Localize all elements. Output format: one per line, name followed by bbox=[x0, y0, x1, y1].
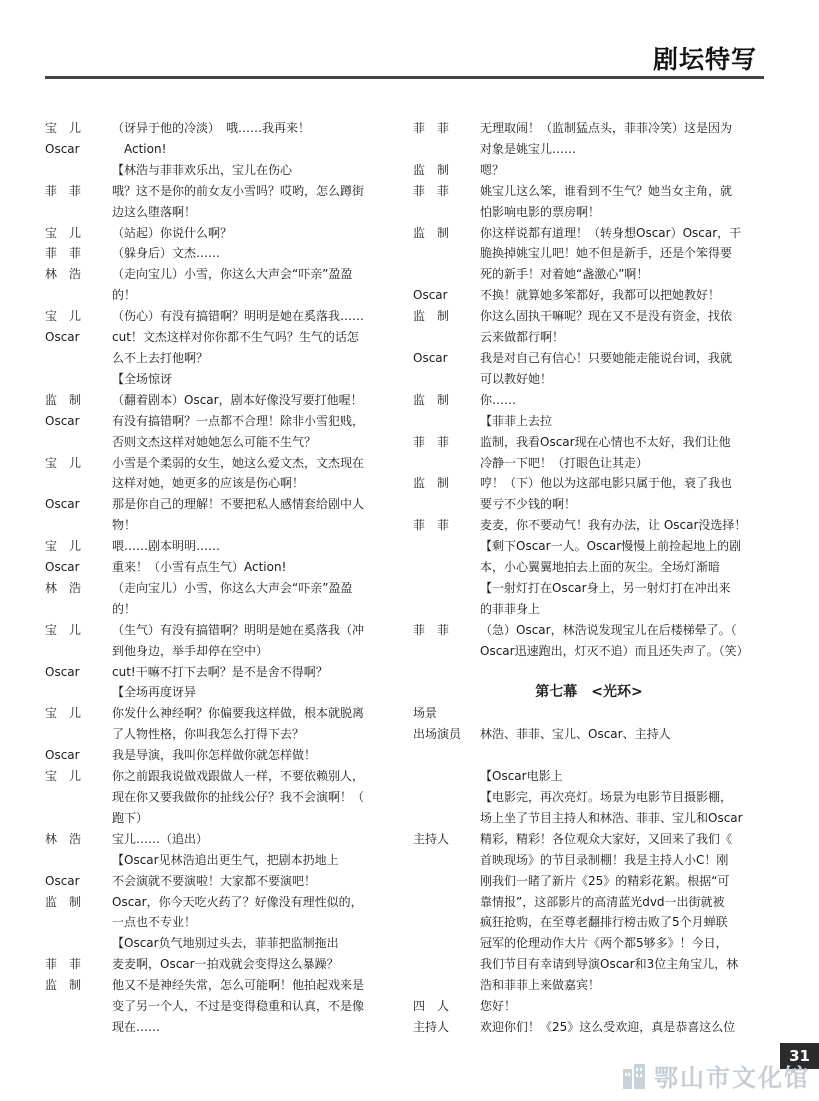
script-line bbox=[45, 766, 395, 787]
speaker-name: 林 浩 bbox=[45, 267, 82, 282]
dialogue-text: 冷静一下吧！（打眼色让其走） bbox=[480, 455, 649, 470]
dialogue-text: 【一射灯打在Oscar身上，另一射灯打在冲出来 bbox=[480, 580, 731, 595]
script-line bbox=[45, 181, 395, 202]
script-line bbox=[45, 202, 395, 223]
dialogue-text: 麦麦啊，Oscar一拍戏就会变得这么暴躁？ bbox=[112, 957, 339, 972]
speaker-name: 菲 菲 bbox=[413, 518, 450, 533]
dialogue-text: 的菲菲身上 bbox=[480, 601, 541, 616]
script-line bbox=[45, 933, 395, 954]
speaker-name: 宝 儿 bbox=[45, 455, 82, 470]
dialogue-text: 否则文杰这样对她她怎么可能不生气？ bbox=[112, 434, 317, 449]
script-line bbox=[45, 473, 395, 494]
speaker-name: Oscar bbox=[45, 560, 80, 575]
building-icon bbox=[620, 1061, 648, 1091]
dialogue-text: 首映现场》的节目录制棚！我是主持人小C！刚 bbox=[480, 852, 729, 867]
dialogue-text: 跑下） bbox=[112, 810, 149, 825]
script-line bbox=[45, 264, 395, 285]
dialogue-text: 您好！ bbox=[480, 999, 517, 1014]
speaker-name: 监 制 bbox=[413, 476, 450, 491]
script-line bbox=[45, 139, 395, 160]
script-line bbox=[413, 641, 765, 662]
script-line bbox=[413, 139, 765, 160]
script-line bbox=[45, 118, 395, 139]
dialogue-text: （伤心）有没有搞错啊？明明是她在奚落我…… bbox=[112, 309, 365, 324]
script-line bbox=[45, 703, 395, 724]
dialogue-text: 物！ bbox=[112, 518, 137, 533]
dialogue-text: （急）Oscar，林浩说发现宝儿在后楼梯晕了。（ bbox=[480, 622, 737, 637]
script-line bbox=[413, 348, 765, 369]
dialogue-text: 现在你又要我做你的扯线公仔？我不会演啊！（ bbox=[112, 790, 365, 804]
dialogue-text: 我们节目有幸请到导演Oscar和3位主角宝儿，林 bbox=[480, 957, 739, 972]
dialogue-text: Oscar迅速跑出，灯灭不追）而且还失声了。（笑） bbox=[480, 643, 749, 658]
dialogue-text: 麦麦，你不要动气！我有办法，让 Oscar没选择！ bbox=[480, 518, 747, 533]
script-line bbox=[45, 536, 395, 557]
script-line bbox=[413, 390, 765, 411]
script-line bbox=[413, 933, 765, 954]
dialogue-text: 靠情报”，这部影片的高清蓝光dvd一出街就被 bbox=[480, 894, 725, 909]
speaker-name: 菲 菲 bbox=[45, 183, 82, 198]
dialogue-text: 欢迎你们！《25》这么受欢迎，真是恭喜这么位 bbox=[480, 1019, 736, 1034]
speaker-name: Oscar bbox=[45, 664, 80, 679]
script-line bbox=[413, 996, 765, 1017]
script-line bbox=[413, 599, 765, 620]
dialogue-text: 的！ bbox=[112, 601, 137, 616]
script-line bbox=[413, 578, 765, 599]
dialogue-text: 【Oscar负气地别过头去，菲菲把监制拖出 bbox=[112, 936, 339, 951]
header-divider bbox=[45, 76, 764, 79]
script-line bbox=[413, 724, 765, 745]
dialogue-text: 变了另一个人，不过是变得稳重和认真，不是像 bbox=[112, 999, 365, 1014]
dialogue-text: 不会演就不要演啦！大家都不要演吧！ bbox=[112, 873, 317, 888]
dialogue-text: 哦？这不是你的前女友小雪吗？哎哟，怎么蹲街 bbox=[112, 183, 365, 198]
script-line bbox=[45, 975, 395, 996]
speaker-name: 主持人 bbox=[413, 1019, 450, 1034]
script-line bbox=[45, 243, 395, 264]
dialogue-text: （生气）有没有搞错啊？明明是她在奚落我（冲 bbox=[112, 622, 365, 637]
script-line bbox=[45, 494, 395, 515]
speaker-name: Oscar bbox=[45, 141, 80, 156]
script-line bbox=[413, 703, 765, 724]
script-line bbox=[45, 829, 395, 850]
script-line bbox=[413, 912, 765, 933]
dialogue-text: 林浩、菲菲、宝儿、Oscar、主持人 bbox=[480, 727, 671, 742]
script-line bbox=[413, 327, 765, 348]
speaker-name: 监 制 bbox=[45, 392, 82, 407]
dialogue-text: （翻着剧本）Oscar，剧本好像没写要打他喔！ bbox=[112, 392, 363, 407]
speaker-name: 监 制 bbox=[45, 894, 82, 909]
script-line bbox=[413, 473, 765, 494]
script-line bbox=[45, 515, 395, 536]
dialogue-text: cut！文杰这样对你你都不生气吗？生气的话怎 bbox=[112, 330, 359, 345]
dialogue-text: （走向宝儿）小雪，你这么大声会“吓亲”盈盈 bbox=[112, 580, 353, 595]
script-line bbox=[45, 745, 395, 766]
speaker-name: 场景 bbox=[413, 706, 438, 721]
dialogue-text: 要亏不少钱的啊！ bbox=[480, 497, 577, 512]
dialogue-text: 刚我们一睹了新片《25》的精彩花絮。根据“可 bbox=[480, 873, 730, 888]
speaker-name: Oscar bbox=[413, 350, 448, 365]
speaker-name: 四 人 bbox=[413, 999, 450, 1014]
script-line bbox=[413, 202, 765, 223]
script-line bbox=[45, 369, 395, 390]
dialogue-text: 宝儿……（追出） bbox=[112, 831, 209, 846]
script-line bbox=[45, 348, 395, 369]
dialogue-text: 【林浩与菲菲欢乐出，宝儿在伤心 bbox=[112, 162, 293, 177]
dialogue-text: 你之前跟我说做戏跟做人一样，不要依赖别人， bbox=[112, 769, 365, 784]
dialogue-text: （躲身后）文杰…… bbox=[112, 246, 221, 261]
speaker-name: 菲 菲 bbox=[413, 121, 450, 135]
speaker-name: 菲 菲 bbox=[413, 183, 450, 198]
script-line bbox=[413, 745, 765, 766]
speaker-name: 主持人 bbox=[413, 831, 450, 846]
script-line bbox=[45, 808, 395, 829]
script-line bbox=[413, 871, 765, 892]
dialogue-text: 重来！（小雪有点生气）Action! bbox=[112, 560, 287, 575]
script-line bbox=[413, 787, 765, 808]
dialogue-text: 么不上去打他啊？ bbox=[112, 350, 209, 365]
script-line bbox=[45, 411, 395, 432]
speaker-name: 监 制 bbox=[413, 162, 450, 177]
speaker-name: 监 制 bbox=[413, 225, 450, 240]
script-line bbox=[413, 515, 765, 536]
dialogue-text: 哼！（下）他以为这部电影只属于他，衰了我也 bbox=[480, 476, 733, 491]
dialogue-text: 【剩下Oscar一人。Oscar慢慢上前捡起地上的剧 bbox=[480, 539, 742, 554]
script-line bbox=[45, 850, 395, 871]
script-line bbox=[413, 411, 765, 432]
script-line bbox=[45, 327, 395, 348]
page-number: 31 bbox=[780, 1043, 819, 1069]
script-line bbox=[413, 118, 765, 139]
dialogue-text: 浩和菲菲上来做嘉宾！ bbox=[480, 978, 601, 993]
speaker-name: 宝 儿 bbox=[45, 706, 82, 721]
speaker-name: 监 制 bbox=[45, 978, 82, 993]
script-line bbox=[413, 223, 765, 244]
speaker-name: 林 浩 bbox=[45, 580, 82, 595]
dialogue-text: 不换！就算她多笨都好，我都可以把她教好！ bbox=[480, 288, 721, 303]
speaker-name: Oscar bbox=[45, 748, 80, 763]
script-line bbox=[45, 390, 395, 411]
speaker-name: 菲 菲 bbox=[413, 434, 450, 449]
speaker-name: 菲 菲 bbox=[45, 957, 82, 972]
script-line bbox=[413, 975, 765, 996]
dialogue-text: 你这样说都有道理！（转身想Oscar）Oscar，干 bbox=[480, 225, 742, 240]
speaker-name: 监 制 bbox=[413, 392, 450, 407]
script-line bbox=[413, 892, 765, 913]
dialogue-text: 云来做都行啊！ bbox=[480, 330, 565, 345]
dialogue-text: cut!干嘛不打下去啊？是不是舍不得啊？ bbox=[112, 664, 328, 679]
script-line bbox=[45, 599, 395, 620]
script-line bbox=[45, 453, 395, 474]
dialogue-text: （讶异于他的冷淡） 哦……我再来！ bbox=[112, 121, 311, 135]
script-line bbox=[413, 1017, 765, 1038]
script-line bbox=[413, 160, 765, 181]
dialogue-text: 【Oscar电影上 bbox=[480, 769, 563, 784]
dialogue-text: 疯狂抢购，在至尊老翻排行榜击败了5个月蝉联 bbox=[480, 915, 728, 930]
script-line bbox=[413, 850, 765, 871]
dialogue-text: 无理取闹！（监制猛点头，菲菲冷笑）这是因为 bbox=[480, 121, 733, 135]
script-line bbox=[45, 432, 395, 453]
script-line bbox=[45, 871, 395, 892]
speaker-name: 宝 儿 bbox=[45, 769, 82, 784]
script-line bbox=[45, 682, 395, 703]
script-line bbox=[413, 181, 765, 202]
speaker-name: Oscar bbox=[45, 413, 80, 428]
dialogue-text: 怕影响电影的票房啊！ bbox=[480, 204, 601, 219]
script-line bbox=[413, 285, 765, 306]
script-line bbox=[45, 223, 395, 244]
dialogue-text: 的！ bbox=[112, 288, 137, 303]
dialogue-text: 本，小心翼翼地拍去上面的灰尘。全场灯渐暗 bbox=[480, 560, 721, 575]
dialogue-text: Action! bbox=[112, 141, 167, 156]
dialogue-text: 那是你自己的理解！不要把私人感情套给剧中人 bbox=[112, 497, 365, 512]
dialogue-text: 小雪是个柔弱的女生，她这么爱文杰，文杰现在 bbox=[112, 455, 365, 470]
script-line bbox=[45, 578, 395, 599]
script-line bbox=[45, 160, 395, 181]
speaker-name: 宝 儿 bbox=[45, 539, 82, 554]
dialogue-text: 到他身边，举手却停在空中） bbox=[112, 643, 269, 658]
speaker-name: 菲 菲 bbox=[45, 246, 82, 261]
left-column bbox=[45, 118, 395, 1038]
script-line bbox=[413, 662, 765, 683]
speaker-name: 宝 儿 bbox=[45, 309, 82, 324]
dialogue-text: 嗯？ bbox=[480, 162, 505, 177]
script-line bbox=[413, 829, 765, 850]
dialogue-text: 【菲菲上去拉 bbox=[480, 413, 553, 428]
script-line bbox=[45, 285, 395, 306]
act-heading: 第七幕 <光环> bbox=[535, 684, 643, 701]
dialogue-text: 喂……剧本明明…… bbox=[112, 539, 221, 554]
script-line bbox=[413, 954, 765, 975]
dialogue-text: 你这么固执干嘛呢？现在又不是没有资金，找依 bbox=[480, 309, 733, 324]
dialogue-text: 这样对她，她更多的应该是伤心啊！ bbox=[112, 476, 305, 491]
dialogue-text: 【电影完，再次亮灯。场景为电影节目摄影棚， bbox=[480, 790, 733, 804]
script-line bbox=[413, 432, 765, 453]
script-line bbox=[413, 369, 765, 390]
script-line bbox=[413, 243, 765, 264]
script-line bbox=[45, 641, 395, 662]
dialogue-text: 监制，我看Oscar现在心情也不太好，我们让他 bbox=[480, 434, 731, 449]
script-line bbox=[413, 536, 765, 557]
dialogue-text: 姚宝儿这么笨，谁看到不生气？她当女主角，就 bbox=[480, 183, 733, 198]
dialogue-text: 可以教好她！ bbox=[480, 371, 553, 386]
script-line bbox=[413, 306, 765, 327]
script-line bbox=[45, 620, 395, 641]
script-line bbox=[413, 620, 765, 641]
speaker-name: 菲 菲 bbox=[413, 622, 450, 637]
dialogue-text: Oscar，你今天吃火药了？好像没有理性似的， bbox=[112, 894, 363, 909]
dialogue-text: 精彩，精彩！各位观众大家好，又回来了我们《 bbox=[480, 831, 733, 846]
script-line bbox=[413, 557, 765, 578]
speaker-name: 宝 儿 bbox=[45, 121, 82, 135]
dialogue-text: 【全场惊讶 bbox=[112, 371, 173, 386]
script-line bbox=[413, 494, 765, 515]
dialogue-text: 你发什么神经啊？你偏要我这样做，根本就脱离 bbox=[112, 706, 365, 721]
speaker-name: Oscar bbox=[45, 873, 80, 888]
script-line bbox=[413, 453, 765, 474]
script-line bbox=[45, 1017, 395, 1038]
dialogue-text: 一点也不专业！ bbox=[112, 915, 197, 930]
script-line bbox=[45, 557, 395, 578]
speaker-name: 宝 儿 bbox=[45, 622, 82, 637]
speaker-name: Oscar bbox=[45, 330, 80, 345]
speaker-name: 宝 儿 bbox=[45, 225, 82, 240]
dialogue-text: 你…… bbox=[480, 392, 517, 407]
dialogue-text: 了人物性格，你叫我怎么打得下去？ bbox=[112, 727, 305, 742]
dialogue-text: 【Oscar见林浩追出更生气，把剧本扔地上 bbox=[112, 852, 339, 867]
dialogue-text: 场上坐了节目主持人和林浩、菲菲、宝儿和Oscar bbox=[480, 810, 743, 825]
script-line bbox=[45, 954, 395, 975]
dialogue-text: 对象是姚宝儿…… bbox=[480, 141, 577, 156]
script-line bbox=[45, 912, 395, 933]
watermark bbox=[620, 1058, 810, 1093]
speaker-name: Oscar bbox=[413, 288, 448, 303]
dialogue-text: 他又不是神经失常，怎么可能啊！他拍起戏来是 bbox=[112, 978, 365, 993]
script-line bbox=[45, 662, 395, 683]
dialogue-text: 死的新手！对着她“盏激心”啊！ bbox=[480, 267, 649, 282]
section-title: 剧坛特写 bbox=[652, 45, 757, 74]
script-line bbox=[413, 264, 765, 285]
script-line bbox=[45, 306, 395, 327]
dialogue-text: 现在…… bbox=[112, 1019, 161, 1034]
script-line bbox=[413, 766, 765, 787]
speaker-name: 出场演员 bbox=[413, 727, 462, 742]
dialogue-text: 冠军的伦理动作大片《两个都5够多》！今日， bbox=[480, 936, 728, 951]
dialogue-text: 【全场再度讶异 bbox=[112, 685, 197, 700]
speaker-name: 监 制 bbox=[413, 309, 450, 324]
watermark-text: 鄂山市文化馆 bbox=[654, 1063, 810, 1092]
dialogue-text: 我是导演，我叫你怎样做你就怎样做！ bbox=[112, 748, 317, 763]
right-column bbox=[413, 118, 765, 1038]
speaker-name: 林 浩 bbox=[45, 831, 82, 846]
speaker-name: Oscar bbox=[45, 497, 80, 512]
dialogue-text: （走向宝儿）小雪，你这么大声会“吓亲”盈盈 bbox=[112, 267, 353, 282]
script-line bbox=[413, 808, 765, 829]
dialogue-text: 我是对自己有信心！只要她能走能说台词，我就 bbox=[480, 350, 733, 365]
script-line bbox=[45, 787, 395, 808]
script-line bbox=[45, 724, 395, 745]
dialogue-text: （站起）你说什么啊？ bbox=[112, 225, 233, 240]
dialogue-text: 脆换掉姚宝儿吧！她不但是新手，还是个笨得要 bbox=[480, 246, 733, 261]
dialogue-text: 有没有搞错啊？一点都不合理！除非小雪犯贱， bbox=[112, 413, 365, 428]
script-line bbox=[45, 892, 395, 913]
dialogue-text: 边这么堕落啊！ bbox=[112, 204, 197, 219]
script-line bbox=[45, 996, 395, 1017]
